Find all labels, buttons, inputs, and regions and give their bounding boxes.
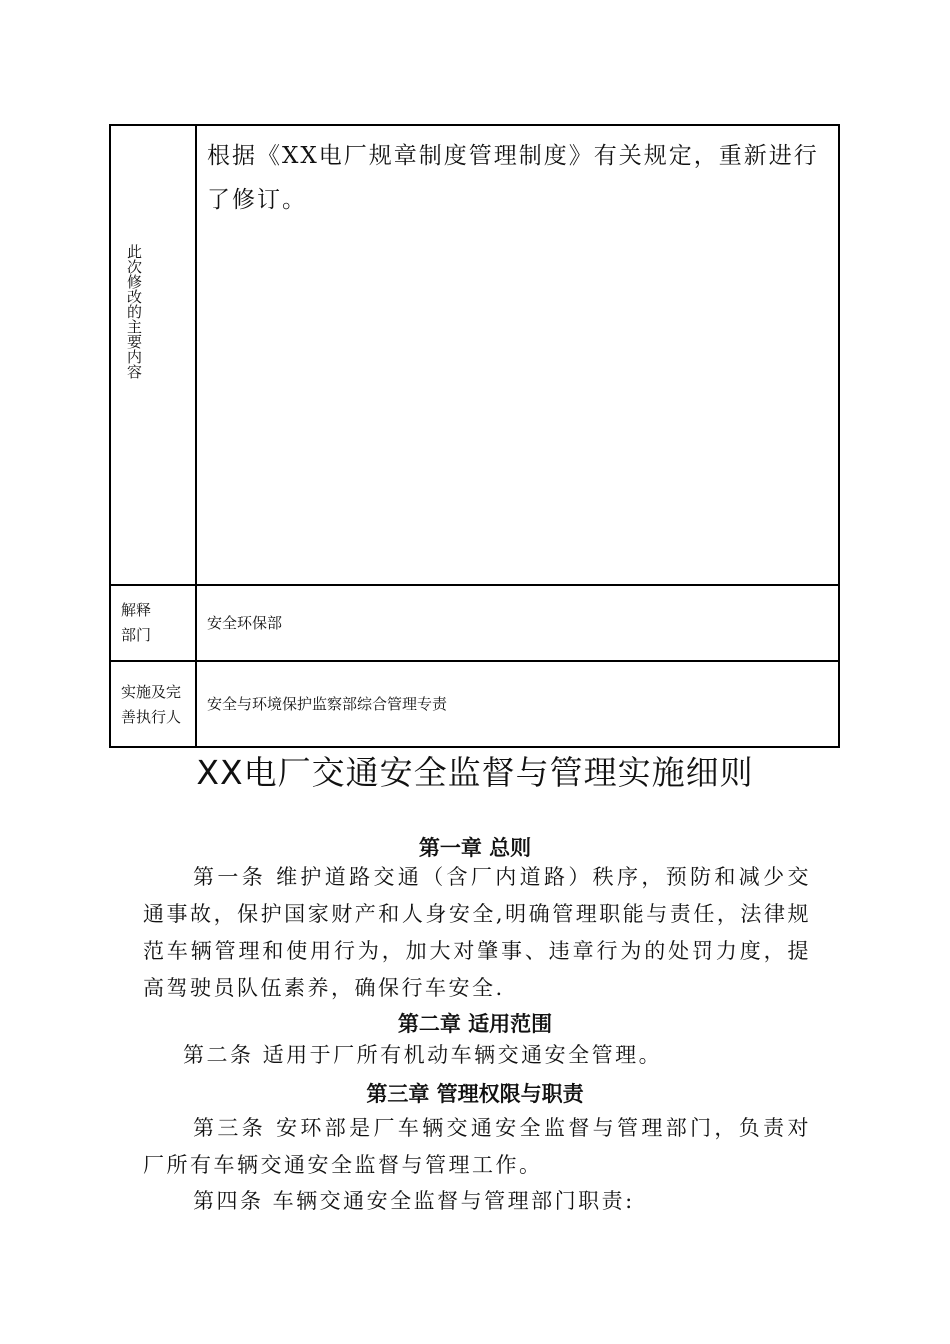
article-2: 第二条 适用于厂所有机动车辆交通安全管理。 [183,1043,663,1067]
chapter-2-heading: 第二章 适用范围 [397,1012,553,1036]
article-4: 第四条 车辆交通安全监督与管理部门职责: [193,1189,635,1213]
table-row-main-content [110,125,839,585]
chapter-1-heading: 第一章 总则 [418,836,532,860]
main-content-cell [196,125,839,585]
executor-value: 安全与环境保护监察部综合管理专责 [207,695,448,713]
department-value: 安全环保部 [207,614,283,632]
department-value-cell [196,585,839,661]
table-row-executor [110,661,839,747]
document-title: XX电厂交通安全监督与管理实施细则 [196,753,754,792]
executor-label: 实施及完善执行人 [121,683,182,726]
revision-table [109,124,840,748]
department-label: 解释部门 [121,601,152,644]
main-content-label-cell [110,125,196,585]
chapter-3-heading: 第三章 管理权限与职责 [366,1082,584,1106]
article-3: 第三条 安环部是厂车辆交通安全监督与管理部门，负责对厂所有车辆交通安全监督与管理工作。 [143,1116,811,1177]
department-label-cell [110,585,196,661]
article-1: 第一条 维护道路交通（含厂内道路）秩序，预防和减少交通事故，保护国家财产和人身安全,明确管理职能与责任，法律规范车辆管理和使用行为，加大对肇事、违章行为的处罚力度，提高驾驶员队伍素养，确保行车安全. [143,865,811,1000]
executor-label-cell [110,661,196,747]
main-content-label: 此次修改的主要内容 [125,244,143,379]
table-row-department [110,585,839,661]
main-content-text: 根据《XX电厂规章制度管理制度》有关规定，重新进行了修订。 [207,143,819,213]
executor-value-cell [196,661,839,747]
